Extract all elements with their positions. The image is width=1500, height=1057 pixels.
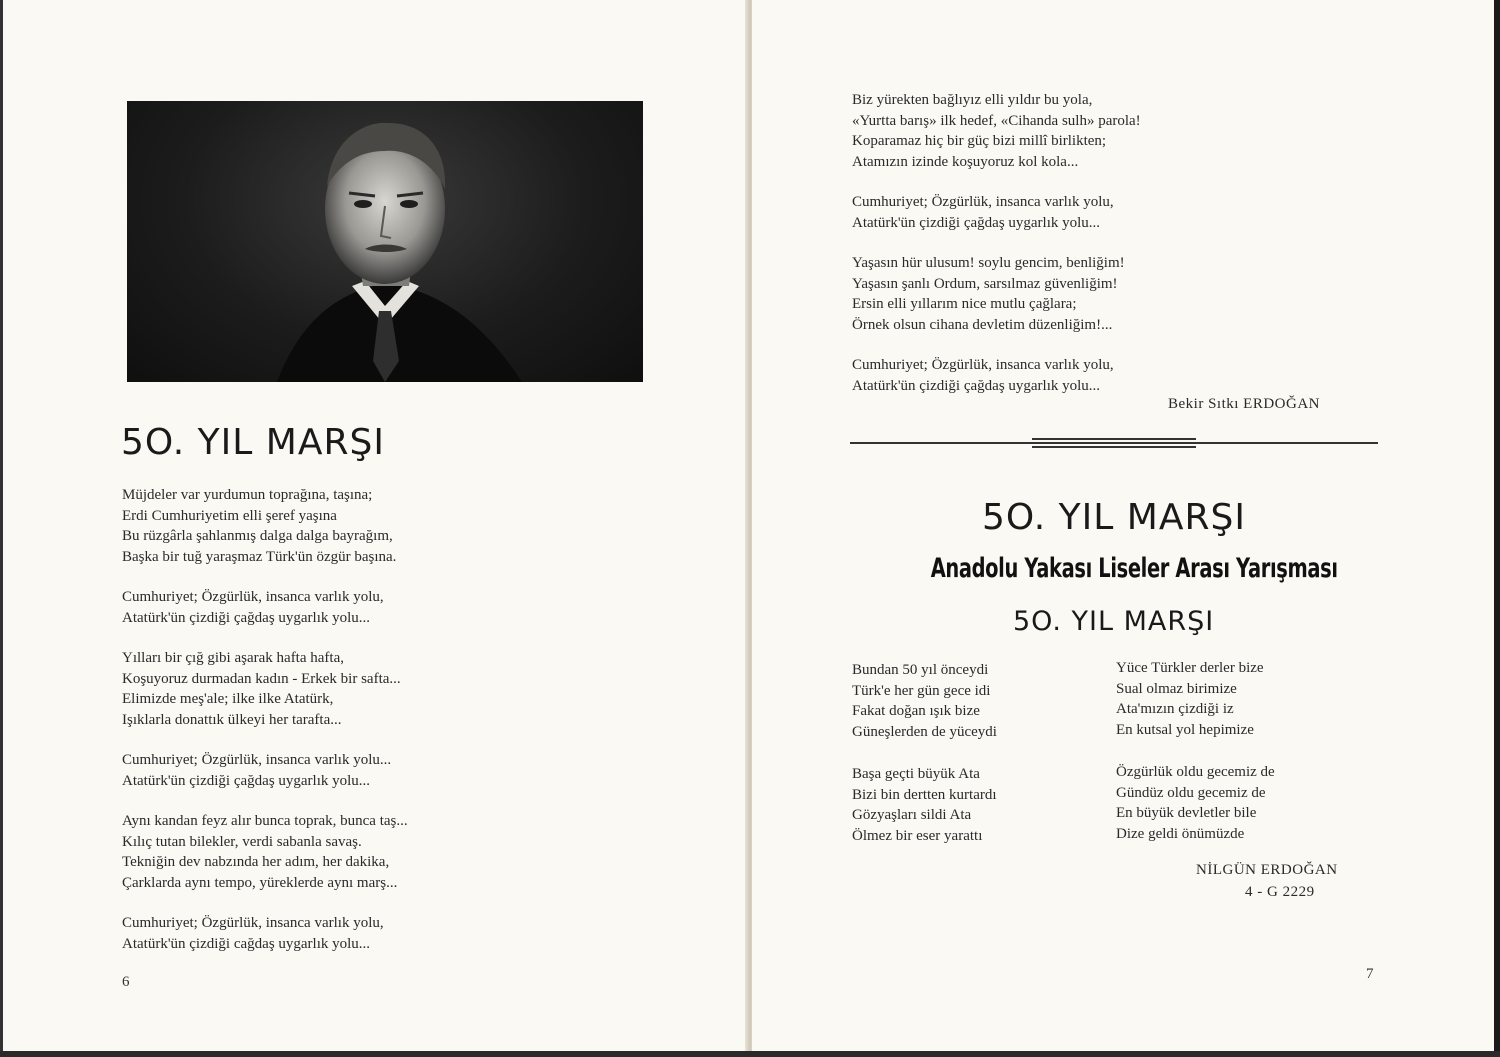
scan-edge-right [1494, 0, 1500, 1057]
poet-name: NİLGÜN ERDOĞAN [1196, 862, 1338, 878]
verse-line: Koparamaz hiç bir güç bizi millî birlikten; [852, 133, 1107, 149]
stanza [852, 253, 1141, 335]
verse-line: Bundan 50 yıl önceydi [852, 662, 989, 678]
verse-line: Başka bir tuğ yaraşmaz Türk'ün özgür başına. [122, 548, 397, 565]
verse-line: Atatürk'ün çizdiği cağdaş uygarlık yolu... [122, 935, 371, 952]
verse-line: Türk'e her gün gece idi [852, 682, 991, 699]
verse-line: Özgürlük oldu gecemiz de [1116, 764, 1275, 780]
scan-edge-left [0, 0, 3, 1057]
section-divider [850, 438, 1378, 450]
verse-line: Yaşasın şanlı Ordum, sarsılmaz güvenliğim! [852, 275, 1118, 292]
contest-heading: Anadolu Yakası Liseler Arası Yarışması [930, 553, 1338, 584]
verse-line: Cumhuriyet; Özgürlük, insanca varlık yolu, [122, 589, 384, 605]
stanza [122, 648, 408, 730]
verse-line: Sual olmaz birimize [1116, 680, 1237, 697]
verse-line: Başa geçti büyük Ata [852, 766, 980, 782]
verse-line: Cumhuriyet; Özgürlük, insanca varlık yolu, [852, 194, 1114, 210]
verse-line: Koşuyoruz durmadan kadın - Erkek bir safta... [122, 670, 401, 687]
verse-line: Atatürk'ün çizdiği çağdaş uygarlık yolu... [852, 377, 1101, 394]
poem-column-right [1116, 658, 1275, 864]
verse-line: Cumhuriyet; Özgürlük, insanca varlık yolu, [122, 915, 384, 931]
verse-line: Ölmez bir eser yarattı [852, 827, 983, 844]
portrait-photo [127, 101, 643, 382]
verse-line: Işıklarla donattık ülkeyi her tarafta... [122, 711, 342, 728]
stanza [1116, 762, 1275, 844]
verse-line: Çarklarda aynı tempo, yüreklerde aynı marş... [122, 874, 398, 891]
verse-line: Erdi Cumhuriyetim elli şeref yaşına [122, 507, 337, 524]
verse-line: Elimizde meş'ale; ilke ilke Atatürk, [122, 691, 334, 707]
poem-author: Bekir Sıtkı ERDOĞAN [1168, 396, 1320, 412]
verse-line: Dize geldi önümüzde [1116, 825, 1245, 842]
verse-line: Ersin elli yıllarım nice mutlu çağlara; [852, 296, 1077, 312]
verse-line: Gündüz oldu gecemiz de [1116, 784, 1266, 801]
refrain [852, 355, 1141, 396]
verse-line: Cumhuriyet; Özgürlük, insanca varlık yolu... [122, 752, 392, 768]
verse-line: Bu rüzgârla şahlanmış dalga dalga bayrağım, [122, 528, 393, 544]
stanza [852, 764, 997, 846]
stanza [1116, 658, 1275, 740]
verse-line: Bizi bin dertten kurtardı [852, 786, 997, 803]
refrain [122, 587, 408, 628]
verse-line: Tekniğin dev nabzında her adım, her dakika, [122, 854, 390, 870]
verse-line: «Yurtta barış» ilk hedef, «Cihanda sulh» parola! [852, 112, 1141, 129]
poem-continuation [852, 90, 1141, 396]
scan-edge-bottom [0, 1051, 1500, 1057]
left-page [0, 0, 748, 1057]
refrain [122, 913, 408, 954]
poem-title: 5O. YIL MARŞI [121, 422, 385, 463]
verse-line: Cumhuriyet; Özgürlük, insanca varlık yolu, [852, 357, 1114, 373]
verse-line: Yüce Türkler derler bize [1116, 660, 1264, 676]
stanza [122, 485, 408, 567]
section-title: 5O. YIL MARŞI [982, 497, 1246, 538]
verse-line: En kutsal yol hepimize [1116, 721, 1254, 738]
poem-subtitle: 5O. YIL MARŞI [1013, 606, 1215, 637]
verse-line: Örnek olsun cihana devletim düzenliğim!... [852, 316, 1113, 333]
verse-line: Atatürk'ün çizdiği çağdaş uygarlık yolu... [122, 772, 371, 789]
stanza [852, 660, 997, 742]
poet-class: 4 - G 2229 [1245, 884, 1315, 900]
verse-line: Atamızın izinde koşuyoruz kol kola... [852, 153, 1079, 170]
verse-line: Müjdeler var yurdumun toprağına, taşına; [122, 487, 373, 503]
poem-column-left [852, 660, 997, 866]
stanza [852, 90, 1141, 172]
verse-line: Yılları bir çığ gibi aşarak hafta hafta, [122, 650, 344, 666]
verse-line: Kılıç tutan bilekler, verdi sabanla savaş. [122, 833, 362, 850]
refrain [122, 750, 408, 791]
page-number: 6 [122, 974, 130, 990]
verse-line: Aynı kandan feyz alır bunca toprak, bunca taş... [122, 813, 408, 829]
page-number: 7 [1366, 966, 1374, 982]
poem-body [122, 485, 408, 974]
verse-line: Atatürk'ün çizdiği çağdaş uygarlık yolu... [852, 214, 1101, 231]
verse-line: Atatürk'ün çizdiği çağdaş uygarlık yolu... [122, 609, 371, 626]
verse-line: En büyük devletler bile [1116, 805, 1257, 821]
stanza [122, 811, 408, 893]
verse-line: Güneşlerden de yüceydi [852, 723, 997, 740]
refrain [852, 192, 1141, 233]
verse-line: Fakat doğan ışık bize [852, 703, 980, 719]
verse-line: Biz yürekten bağlıyız elli yıldır bu yola, [852, 92, 1093, 108]
verse-line: Gözyaşları sildi Ata [852, 807, 972, 823]
verse-line: Ata'mızın çizdiği iz [1116, 701, 1234, 717]
verse-line: Yaşasın hür ulusum! soylu gencim, benliğim! [852, 255, 1125, 271]
